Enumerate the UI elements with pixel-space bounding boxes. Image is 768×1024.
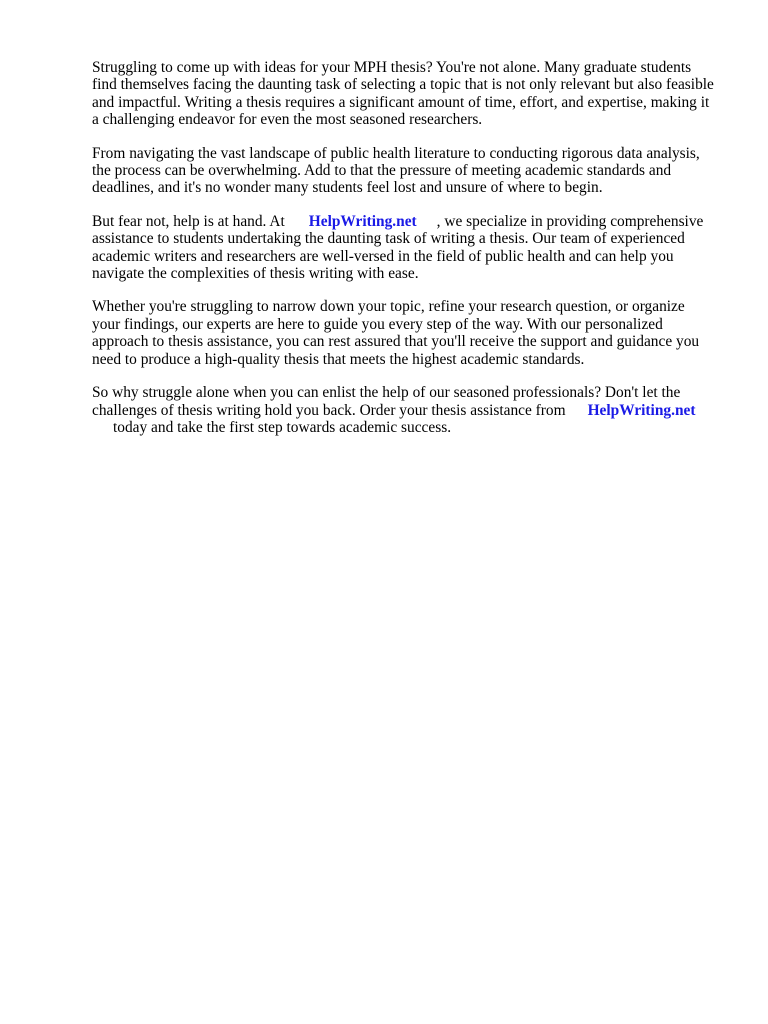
helpwriting-link[interactable]: HelpWriting.net xyxy=(308,212,417,230)
paragraph-guidance xyxy=(92,298,722,368)
text-segment: today and take the first step towards academic success. xyxy=(113,418,452,436)
helpwriting-link[interactable]: HelpWriting.net xyxy=(587,401,696,419)
text-line: Struggling to come up with ideas for your MPH thesis? You're not alone. Many graduate students xyxy=(92,59,692,76)
text-segment: challenges of thesis writing hold you back. Order your thesis assistance from xyxy=(92,401,566,419)
text-line: navigate the complexities of thesis writing with ease. xyxy=(92,265,419,283)
text-line: the process can be overwhelming. Add to that the pressure of meeting academic standards and xyxy=(92,162,672,180)
text-line: So why struggle alone when you can enlist the help of our seasoned professionals? Don't let the xyxy=(92,384,681,402)
text-line: need to produce a high-quality thesis that meets the highest academic standards. xyxy=(92,350,585,368)
paragraph-intro xyxy=(92,59,722,129)
text-line: deadlines, and it's no wonder many students feel lost and unsure of where to begin. xyxy=(92,179,603,197)
text-line: find themselves facing the daunting task of selecting a topic that is not only relevant but also feasible xyxy=(92,76,714,94)
text-line: approach to thesis assistance, you can rest assured that you'll receive the support and guidance you xyxy=(92,333,700,351)
document-body xyxy=(92,59,722,452)
text-line: academic writers and researchers are well-versed in the field of public health and can help you xyxy=(92,247,674,265)
text-line: a challenging endeavor for even the most seasoned researchers. xyxy=(92,111,483,129)
text-line xyxy=(92,402,722,419)
text-segment: But fear not, help is at hand. At xyxy=(92,212,285,230)
text-line xyxy=(92,419,722,436)
text-line: From navigating the vast landscape of public health literature to conducting rigorous data analysis, xyxy=(92,144,700,162)
paragraph-help xyxy=(92,213,722,283)
text-line: Whether you're struggling to narrow down your topic, refine your research question, or organize xyxy=(92,298,685,316)
paragraph-call-to-action xyxy=(92,384,722,436)
text-line xyxy=(92,213,722,230)
text-line: your findings, our experts are here to guide you every step of the way. With our personalized xyxy=(92,315,663,333)
text-line: assistance to students undertaking the daunting task of writing a thesis. Our team of experienced xyxy=(92,230,685,248)
paragraph-challenges xyxy=(92,145,722,197)
text-segment: , we specialize in providing comprehensive xyxy=(436,212,704,230)
text-line: and impactful. Writing a thesis requires a significant amount of time, effort, and expertise, making it xyxy=(92,93,710,111)
